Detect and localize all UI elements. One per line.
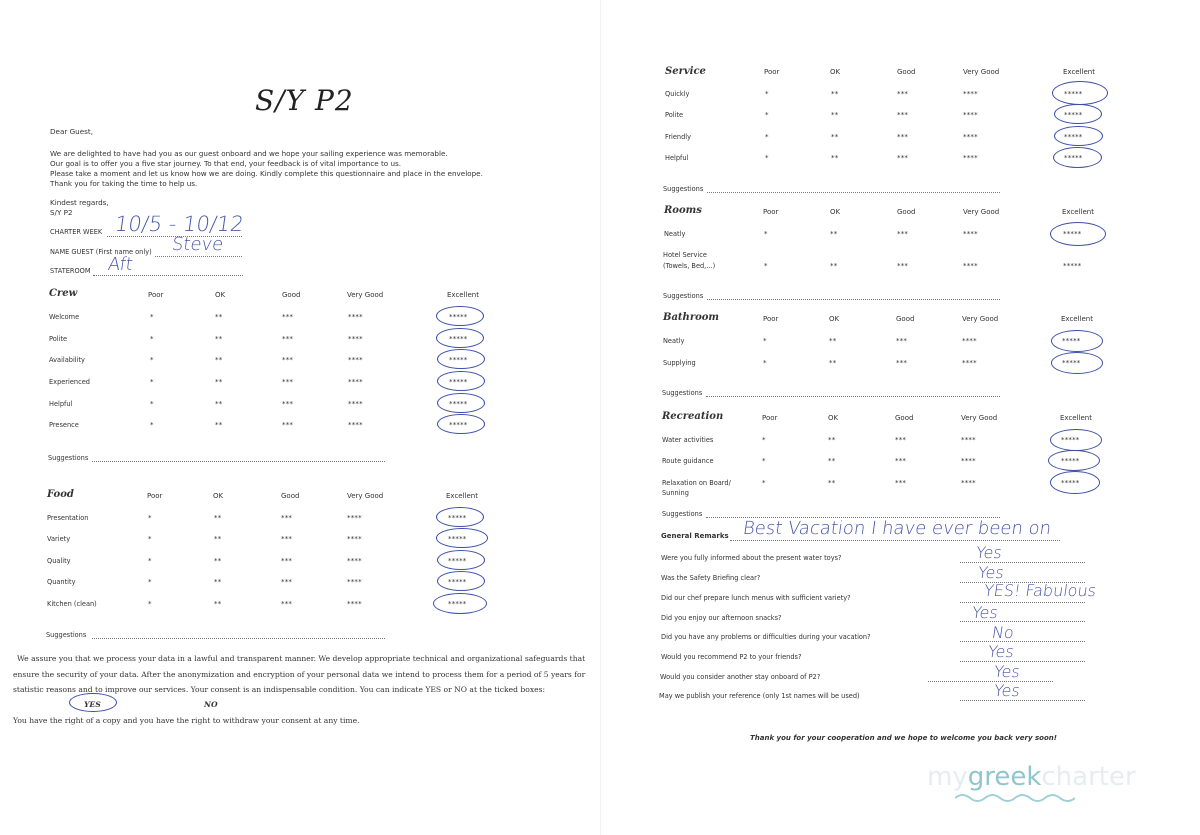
star-4[interactable]: **** <box>962 359 977 367</box>
rights-line: You have the right of a copy and you have the right to withdraw your consent at any time. <box>13 716 360 725</box>
star-2[interactable]: ** <box>831 90 839 98</box>
intro-line: Our goal is to offer you a five star journey. To that end, your feedback is of vital importance to us. <box>50 159 402 168</box>
star-4[interactable]: **** <box>347 578 362 586</box>
star-4[interactable]: **** <box>961 479 976 487</box>
intro-line: We are delighted to have had you as our guest onboard and we hope your sailing experience was memorable. <box>50 149 448 158</box>
col-ok: OK <box>213 492 224 500</box>
consent-line: ensure the security of your data. After the anonymization and encryption of your personal data we intend to process them for a period of 5 years for <box>13 670 586 679</box>
row-label: Quality <box>47 557 71 565</box>
col-excellent: Excellent <box>446 492 478 500</box>
row-label: Presentation <box>47 514 89 522</box>
star-5[interactable]: ***** <box>1062 337 1081 345</box>
intro-line: Thank you for taking the time to help us. <box>50 179 198 188</box>
star-4[interactable]: **** <box>347 535 362 543</box>
star-3[interactable]: *** <box>282 400 294 408</box>
name-guest-label: NAME GUEST (First name only) <box>50 248 152 256</box>
row-label: Variety <box>47 535 71 543</box>
star-1[interactable]: * <box>765 133 769 141</box>
row-label: Quickly <box>665 90 690 98</box>
selected-circle <box>1051 330 1103 352</box>
col-very-good: Very Good <box>961 414 998 422</box>
suggestions-line[interactable] <box>706 396 1000 397</box>
answer[interactable]: Yes <box>976 563 1006 582</box>
row-label: Welcome <box>49 313 80 321</box>
star-2[interactable]: ** <box>829 359 837 367</box>
star-5[interactable]: ***** <box>449 335 468 343</box>
row-label: Friendly <box>665 133 692 141</box>
star-1[interactable]: * <box>765 154 769 162</box>
star-4[interactable]: **** <box>963 154 978 162</box>
suggestions-label: Suggestions <box>46 631 87 639</box>
star-5[interactable]: ***** <box>1064 90 1083 98</box>
star-1[interactable]: * <box>148 535 152 543</box>
question: Did our chef prepare lunch menus with sufficient variety? <box>661 594 851 602</box>
star-1[interactable]: * <box>148 514 152 522</box>
stateroom-line <box>93 275 243 276</box>
answer[interactable]: Yes <box>992 681 1022 700</box>
star-2[interactable]: ** <box>831 133 839 141</box>
question: Did you have any problems or difficulties during your vacation? <box>661 633 871 641</box>
star-2[interactable]: ** <box>830 230 838 238</box>
star-1[interactable]: * <box>762 479 766 487</box>
col-poor: Poor <box>764 68 780 76</box>
col-good: Good <box>897 208 916 216</box>
star-3[interactable]: *** <box>897 133 909 141</box>
selected-circle <box>1054 126 1103 146</box>
answer[interactable]: No <box>990 623 1016 642</box>
answer-line <box>960 700 1085 701</box>
col-poor: Poor <box>148 291 164 299</box>
page-divider <box>600 0 601 835</box>
star-5[interactable]: ***** <box>1061 479 1080 487</box>
star-1[interactable]: * <box>150 400 154 408</box>
col-ok: OK <box>830 68 841 76</box>
question: Was the Safety Briefing clear? <box>661 574 761 582</box>
consent-yes[interactable]: YES <box>84 700 101 709</box>
answer-line <box>960 661 1085 662</box>
star-2[interactable]: ** <box>828 479 836 487</box>
selected-circle <box>436 306 484 326</box>
star-5[interactable]: ***** <box>449 356 468 364</box>
star-3[interactable]: *** <box>897 262 909 270</box>
consent-yes-circle <box>69 693 117 712</box>
star-2[interactable]: ** <box>214 578 222 586</box>
suggestions-line[interactable] <box>92 461 385 462</box>
star-1[interactable]: * <box>150 356 154 364</box>
col-excellent: Excellent <box>447 291 479 299</box>
star-3[interactable]: *** <box>282 378 294 386</box>
question: Did you enjoy our afternoon snacks? <box>661 614 782 622</box>
row-label: Helpful <box>49 400 73 408</box>
suggestions-label: Suggestions <box>662 510 703 518</box>
col-poor: Poor <box>147 492 163 500</box>
suggestions-line[interactable] <box>92 638 385 639</box>
star-3[interactable]: *** <box>897 90 909 98</box>
star-4[interactable]: **** <box>348 313 363 321</box>
star-3[interactable]: *** <box>897 154 909 162</box>
col-ok: OK <box>829 315 840 323</box>
row-label: Neatly <box>664 230 686 238</box>
star-2[interactable]: ** <box>830 262 838 270</box>
col-very-good: Very Good <box>963 208 1000 216</box>
question: Would you consider another stay onboard of P2? <box>660 673 821 681</box>
row-label: Supplying <box>663 359 696 367</box>
star-4[interactable]: **** <box>348 356 363 364</box>
star-1[interactable]: * <box>150 378 154 386</box>
answer[interactable]: Yes <box>986 642 1016 661</box>
col-good: Good <box>897 68 916 76</box>
col-very-good: Very Good <box>347 492 384 500</box>
star-4[interactable]: **** <box>348 421 363 429</box>
salutation: Dear Guest, <box>50 127 93 136</box>
star-4[interactable]: **** <box>963 111 978 119</box>
selected-circle <box>1050 471 1100 494</box>
selected-circle <box>437 371 485 391</box>
col-very-good: Very Good <box>962 315 999 323</box>
suggestions-label: Suggestions <box>48 454 89 462</box>
row-label: Availability <box>49 356 85 364</box>
star-3[interactable]: *** <box>895 457 907 465</box>
star-3[interactable]: *** <box>896 337 908 345</box>
watermark-pre: my <box>927 762 968 792</box>
star-2[interactable]: ** <box>215 356 223 364</box>
name-guest-value[interactable]: Steve <box>170 234 225 255</box>
col-ok: OK <box>215 291 226 299</box>
star-3[interactable]: *** <box>895 436 907 444</box>
answer-line <box>960 641 1085 642</box>
general-remarks-value[interactable]: Best Vacation I have ever been on <box>741 518 1053 539</box>
bathroom-title: Bathroom <box>663 312 720 323</box>
crew-title: Crew <box>49 288 78 299</box>
rooms-title: Rooms <box>664 205 702 216</box>
selected-circle <box>436 328 484 348</box>
star-5[interactable]: ***** <box>1061 436 1080 444</box>
star-2[interactable]: ** <box>214 535 222 543</box>
suggestions-line[interactable] <box>707 299 1000 300</box>
form-title: S/Y P2 <box>255 84 354 117</box>
selected-circle <box>1050 222 1106 246</box>
star-1[interactable]: * <box>762 457 766 465</box>
general-remarks-label: General Remarks <box>661 532 729 540</box>
star-5[interactable]: ***** <box>449 378 468 386</box>
star-4[interactable]: **** <box>348 400 363 408</box>
star-1[interactable]: * <box>763 359 767 367</box>
selected-circle <box>437 571 485 591</box>
star-4[interactable]: **** <box>347 514 362 522</box>
star-4[interactable]: **** <box>961 457 976 465</box>
row-label: Relaxation on Board/ <box>662 479 731 487</box>
consent-line: We assure you that we process your data in a lawful and transparent manner. We develop appropriate technical and organizational safeguards that <box>17 654 586 663</box>
service-title: Service <box>665 66 706 77</box>
star-5[interactable]: ***** <box>1063 262 1082 270</box>
name-guest-line <box>155 256 242 257</box>
star-4[interactable]: **** <box>963 230 978 238</box>
star-3[interactable]: *** <box>282 313 294 321</box>
star-2[interactable]: ** <box>828 436 836 444</box>
col-poor: Poor <box>762 414 778 422</box>
col-poor: Poor <box>763 208 779 216</box>
star-1[interactable]: * <box>763 337 767 345</box>
stateroom-label: STATEROOM <box>50 267 91 275</box>
row-label: Hotel Service <box>663 251 707 259</box>
charter-week-label: CHARTER WEEK <box>50 228 103 236</box>
stateroom-value[interactable]: Aft <box>106 254 135 275</box>
star-2[interactable]: ** <box>215 378 223 386</box>
star-3[interactable]: *** <box>281 535 293 543</box>
star-5[interactable]: ***** <box>448 557 467 565</box>
star-5[interactable]: ***** <box>1062 359 1081 367</box>
star-5[interactable]: ***** <box>1064 111 1083 119</box>
col-excellent: Excellent <box>1060 414 1092 422</box>
col-excellent: Excellent <box>1061 315 1093 323</box>
col-excellent: Excellent <box>1062 208 1094 216</box>
star-1[interactable]: * <box>148 600 152 608</box>
star-4[interactable]: **** <box>963 133 978 141</box>
star-3[interactable]: *** <box>896 359 908 367</box>
star-5[interactable]: ***** <box>1063 230 1082 238</box>
watermark-wave-icon <box>955 792 1075 804</box>
answer[interactable]: Yes <box>974 543 1004 562</box>
star-4[interactable]: **** <box>347 557 362 565</box>
star-1[interactable]: * <box>150 421 154 429</box>
row-label: Route guidance <box>662 457 714 465</box>
col-excellent: Excellent <box>1063 68 1095 76</box>
answer[interactable]: Yes <box>970 603 1000 622</box>
general-remarks-line <box>730 540 1060 541</box>
star-5[interactable]: ***** <box>449 400 468 408</box>
star-3[interactable]: *** <box>282 356 294 364</box>
signature: S/Y P2 <box>50 208 73 217</box>
row-label: Neatly <box>663 337 685 345</box>
star-4[interactable]: **** <box>963 90 978 98</box>
row-label: Quantity <box>47 578 76 586</box>
suggestions-label: Suggestions <box>662 389 703 397</box>
regards: Kindest regards, <box>50 198 109 207</box>
star-1[interactable]: * <box>150 313 154 321</box>
charter-week-value[interactable]: 10/5 - 10/12 <box>113 212 246 236</box>
row-label: Water activities <box>662 436 714 444</box>
star-1[interactable]: * <box>764 262 768 270</box>
row-label: Presence <box>49 421 79 429</box>
star-4[interactable]: **** <box>347 600 362 608</box>
consent-no[interactable]: NO <box>204 700 218 709</box>
star-1[interactable]: * <box>150 335 154 343</box>
col-very-good: Very Good <box>347 291 384 299</box>
row-label: Polite <box>49 335 68 343</box>
star-3[interactable]: *** <box>897 111 909 119</box>
selected-circle <box>436 528 488 548</box>
col-good: Good <box>895 414 914 422</box>
row-label: (Towels, Bed,...) <box>663 262 716 270</box>
star-5[interactable]: ***** <box>448 514 467 522</box>
star-3[interactable]: *** <box>282 335 294 343</box>
star-5[interactable]: ***** <box>448 535 467 543</box>
suggestions-label: Suggestions <box>663 185 704 193</box>
col-ok: OK <box>830 208 841 216</box>
answer[interactable]: YES! Fabulous <box>982 581 1098 600</box>
col-good: Good <box>896 315 915 323</box>
star-3[interactable]: *** <box>281 600 293 608</box>
star-2[interactable]: ** <box>214 600 222 608</box>
selected-circle <box>437 414 485 434</box>
star-2[interactable]: ** <box>828 457 836 465</box>
food-title: Food <box>47 489 74 500</box>
selected-circle <box>436 507 484 527</box>
star-1[interactable]: * <box>764 230 768 238</box>
col-ok: OK <box>828 414 839 422</box>
star-5[interactable]: ***** <box>448 578 467 586</box>
watermark-brand: greek <box>967 762 1042 792</box>
star-2[interactable]: ** <box>214 514 222 522</box>
selected-circle <box>1050 429 1102 451</box>
intro-line: Please take a moment and let us know how we are doing. Kindly complete this questionnaire and place in the envelope. <box>50 169 483 178</box>
star-4[interactable]: **** <box>348 378 363 386</box>
question: Would you recommend P2 to your friends? <box>661 653 802 661</box>
star-1[interactable]: * <box>148 578 152 586</box>
star-3[interactable]: *** <box>281 557 293 565</box>
star-3[interactable]: *** <box>895 479 907 487</box>
question: Were you fully informed about the present water toys? <box>661 554 842 562</box>
selected-circle <box>437 349 485 369</box>
selected-circle <box>437 550 485 570</box>
selected-circle <box>1052 81 1108 105</box>
star-4[interactable]: **** <box>348 335 363 343</box>
row-label: Sunning <box>662 489 689 497</box>
selected-circle <box>1053 147 1102 168</box>
col-good: Good <box>282 291 301 299</box>
star-1[interactable]: * <box>148 557 152 565</box>
col-poor: Poor <box>763 315 779 323</box>
col-good: Good <box>281 492 300 500</box>
recreation-title: Recreation <box>662 411 724 422</box>
star-5[interactable]: ***** <box>448 600 467 608</box>
star-2[interactable]: ** <box>831 111 839 119</box>
star-2[interactable]: ** <box>215 421 223 429</box>
row-label: Helpful <box>665 154 689 162</box>
star-3[interactable]: *** <box>281 578 293 586</box>
answer[interactable]: Yes <box>992 662 1022 681</box>
row-label: Kitchen (clean) <box>47 600 97 608</box>
star-1[interactable]: * <box>765 90 769 98</box>
star-2[interactable]: ** <box>214 557 222 565</box>
consent-line: statistic reasons and to improve our services. Your consent is an indispensable condition. You can indicate YES or NO at the ticked boxes: <box>13 685 546 694</box>
col-very-good: Very Good <box>963 68 1000 76</box>
star-5[interactable]: ***** <box>449 421 468 429</box>
row-label: Polite <box>665 111 684 119</box>
star-2[interactable]: ** <box>215 400 223 408</box>
selected-circle <box>433 593 487 614</box>
star-4[interactable]: **** <box>961 436 976 444</box>
star-4[interactable]: **** <box>963 262 978 270</box>
suggestions-label: Suggestions <box>663 292 704 300</box>
star-4[interactable]: **** <box>962 337 977 345</box>
watermark-post: charter <box>1041 762 1136 792</box>
star-5[interactable]: ***** <box>1061 457 1080 465</box>
star-5[interactable]: ***** <box>449 313 468 321</box>
star-2[interactable]: ** <box>215 335 223 343</box>
star-2[interactable]: ** <box>829 337 837 345</box>
star-5[interactable]: ***** <box>1064 154 1083 162</box>
star-3[interactable]: *** <box>282 421 294 429</box>
star-5[interactable]: ***** <box>1064 133 1083 141</box>
star-1[interactable]: * <box>762 436 766 444</box>
answer-line <box>928 681 1053 682</box>
star-1[interactable]: * <box>765 111 769 119</box>
star-3[interactable]: *** <box>281 514 293 522</box>
watermark-logo <box>927 762 1136 792</box>
star-3[interactable]: *** <box>897 230 909 238</box>
question: May we publish your reference (only 1st names will be used) <box>659 692 860 700</box>
selected-circle <box>1054 104 1102 124</box>
selected-circle <box>437 393 485 413</box>
selected-circle <box>1051 352 1103 374</box>
star-2[interactable]: ** <box>831 154 839 162</box>
star-2[interactable]: ** <box>215 313 223 321</box>
row-label: Experienced <box>49 378 90 386</box>
thanks-line: Thank you for your cooperation and we hope to welcome you back very soon! <box>750 734 1057 742</box>
suggestions-line[interactable] <box>707 192 1000 193</box>
selected-circle <box>1048 450 1100 471</box>
